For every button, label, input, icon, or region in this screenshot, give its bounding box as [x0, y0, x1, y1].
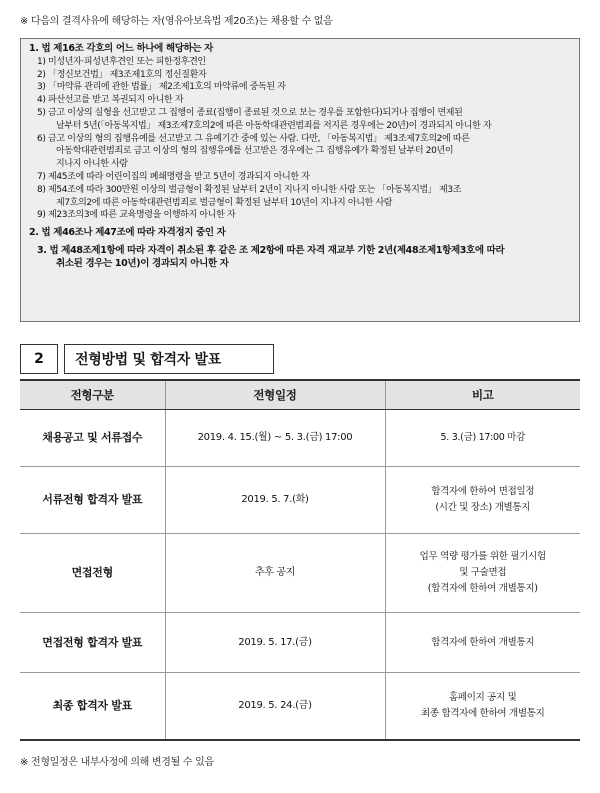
stage-cell: 서류전형 합격자 발표 — [20, 467, 165, 534]
header-stage: 전형구분 — [20, 380, 165, 410]
clause-1-heading: 1. 법 제16조 각호의 어느 하나에 해당하는 자 — [29, 43, 213, 54]
disqualification-item — [29, 107, 571, 133]
stage-cell: 최종 합격자 발표 — [20, 673, 165, 740]
header-schedule: 전형일정 — [165, 380, 385, 410]
table-row — [20, 673, 580, 740]
schedule-cell: 2019. 4. 15.(월) ~ 5. 3.(금) 17:00 — [165, 410, 385, 467]
section-number: 2 — [20, 344, 58, 374]
disqualification-item — [29, 69, 571, 82]
remarks-line: (시간 및 장소) 개별통지 — [435, 502, 531, 513]
disqualification-note: ※ 다음의 결격사유에 해당하는 자(영유아보육법 제20조)는 채용할 수 없음 — [20, 16, 333, 27]
disqualification-item-line: 제7호의2에 따른 아동학대관련범죄로 벌금형이 확정된 날부터 10년이 지나지 아니한 사람 — [56, 197, 393, 208]
table-header-row — [20, 380, 580, 410]
clause-3-line-1: 3. 법 제48조제1항에 따라 자격이 취소된 후 같은 조 제2항에 따른 자격 재교부 기한 2년(제48조제1항제3호에 따라 — [37, 244, 505, 256]
disqualification-item — [29, 94, 571, 107]
disqualification-item — [29, 184, 571, 210]
table-row — [20, 534, 580, 613]
clause-2-heading: 2. 법 제46조나 제47조에 따라 자격정지 중인 자 — [29, 227, 226, 239]
disqualification-item — [29, 81, 571, 94]
section-title: 전형방법 및 합격자 발표 — [64, 344, 274, 374]
remarks-cell — [385, 534, 580, 613]
schedule-cell: 2019. 5. 24.(금) — [165, 673, 385, 740]
disqualification-item-line: 지나지 아니한 사람 — [56, 159, 128, 170]
disqualification-item-line: 날부터 5년(「아동복지법」 제3조제7호의2에 따른 아동학대관련범죄를 저지른 경우에는 20년)이 경과되지 아니한 자 — [56, 120, 492, 131]
remarks-cell — [385, 673, 580, 740]
disqualification-item-line: 4) 파산선고를 받고 복권되지 아니한 자 — [37, 95, 184, 106]
disqualification-item — [29, 171, 571, 184]
header-remarks: 비고 — [385, 380, 580, 410]
schedule-cell: 2019. 5. 7.(화) — [165, 467, 385, 534]
disqualification-item — [29, 209, 571, 222]
schedule-cell: 2019. 5. 17.(금) — [165, 613, 385, 673]
remarks-line: 합격자에 한하여 면접일정 — [431, 486, 535, 497]
clause-3-line-2: 취소된 경우는 10년)이 경과되지 아니한 자 — [56, 257, 229, 269]
schedule-cell: 추후 공지 — [165, 534, 385, 613]
disqualification-item-line: 7) 제45조에 따라 어린이집의 폐쇄명령을 받고 5년이 경과되지 아니한 자 — [37, 171, 310, 182]
stage-cell: 면접전형 합격자 발표 — [20, 613, 165, 673]
disqualification-item-line: 아동학대관련범죄로 금고 이상의 형의 집행유예를 선고받은 경우에는 그 집행유예가 확정된 날부터 20년이 — [56, 146, 454, 157]
section-header — [20, 344, 274, 374]
clause-1-items — [29, 56, 571, 222]
stage-cell: 채용공고 및 서류접수 — [20, 410, 165, 467]
remarks-line: 홈페이지 공지 및 — [448, 691, 517, 703]
disqualification-item — [29, 56, 571, 69]
disqualification-item-line: 2) 「정신보건법」 제3조제1호의 정신질환자 — [37, 69, 207, 80]
remarks-line: 최종 합격자에 한하여 개별통지 — [420, 707, 545, 719]
table-row — [20, 410, 580, 467]
table-row — [20, 613, 580, 673]
remarks-cell — [385, 410, 580, 467]
disqualification-item-line: 3) 「마약류 관리에 관한 법률」 제2조제1호의 마약류에 중독된 자 — [37, 82, 286, 93]
disqualification-item-line: 6) 금고 이상의 형의 집행유예를 선고받고 그 유예기간 중에 있는 사람. 다만, 「아동복지법」 제3조제7호의2에 따른 — [37, 133, 470, 144]
clause-3-heading — [29, 245, 571, 271]
remarks-cell — [385, 467, 580, 534]
disqualification-box — [20, 38, 580, 322]
remarks-line: 5. 3.(금) 17:00 마감 — [440, 432, 525, 443]
disqualification-item-line: 5) 금고 이상의 실형을 선고받고 그 집행이 종료(집행이 종료된 것으로 보는 경우를 포함한다)되거나 집행이 면제된 — [37, 107, 463, 118]
schedule-table — [20, 379, 580, 741]
disqualification-item — [29, 133, 571, 171]
stage-cell: 면접전형 — [20, 534, 165, 613]
remarks-cell — [385, 613, 580, 673]
remarks-line: 업무 역량 평가를 위한 필기시험 — [419, 551, 546, 562]
disqualification-item-line: 9) 제23조의3에 따른 교육명령을 이행하지 아니한 자 — [37, 210, 236, 221]
remarks-line: 및 구술면접 — [459, 567, 507, 578]
schedule-change-note: ※ 전형일정은 내부사정에 의해 변경될 수 있음 — [20, 757, 214, 768]
table-row — [20, 467, 580, 534]
disqualification-item-line: 1) 미성년자·피성년후견인 또는 피한정후견인 — [37, 56, 206, 67]
remarks-line: 합격자에 한하여 개별통지 — [431, 636, 535, 648]
disqualification-item-line: 8) 제54조에 따라 300만원 이상의 벌금형이 확정된 날부터 2년이 지나지 아니한 사람 또는 「아동복지법」 제3조 — [37, 184, 462, 195]
remarks-line: (합격자에 한하여 개별통지) — [427, 583, 538, 594]
